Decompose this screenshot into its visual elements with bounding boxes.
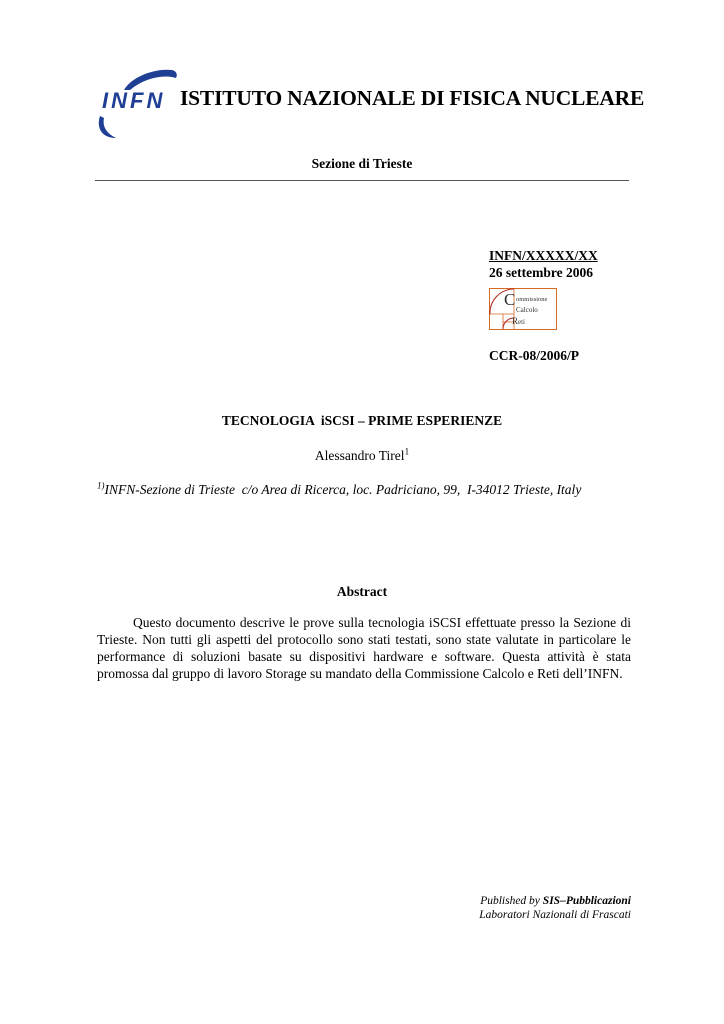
infn-logo-text: INFN xyxy=(102,88,166,113)
document-title: TECNOLOGIA iSCSI – PRIME ESPERIENZE xyxy=(221,413,503,428)
author-name: Alessandro Tirel xyxy=(314,448,405,463)
ccr-line3: eti xyxy=(518,318,525,326)
laboratory: Laboratori Nazionali di Frascati xyxy=(479,909,631,921)
ccr-line2: Calcolo xyxy=(516,306,538,314)
institute-name: ISTITUTO NAZIONALE DI FISICA NUCLEARE xyxy=(180,86,645,110)
section-name: Sezione di Trieste xyxy=(311,156,413,171)
ccr-logo xyxy=(489,288,557,330)
header-divider xyxy=(95,180,629,181)
ccr-initial-r: R xyxy=(512,316,519,326)
infn-logo xyxy=(94,64,180,142)
author-mark: 1 xyxy=(404,446,410,457)
abstract-heading: Abstract xyxy=(336,584,388,599)
published-by xyxy=(480,895,631,907)
publisher: SIS–Pubblicazioni xyxy=(542,895,631,907)
ccr-code: CCR-08/2006/P xyxy=(489,348,579,363)
abstract-body: Questo documento descrive le prove sulla tecnologia iSCSI effettuate presso la Sezione di Trieste. Non tutti gli aspetti del protocollo sono stati testati, sono state valutate in particolare le performance di soluzioni basate su dispositivi hardware e software. Questa attività è stata promossa dal gruppo di lavoro Storage su mandato della Commissione Calcolo e Reti dell’INFN. xyxy=(97,615,631,681)
affiliation xyxy=(97,482,581,498)
ccr-initial-c: C xyxy=(504,290,516,309)
published-prefix: Published by xyxy=(480,895,543,907)
ccr-line1: ommissione xyxy=(516,296,548,303)
affiliation-text: INFN-Sezione di Trieste c/o Area di Ricerca, loc. Padriciano, 99, I-34012 Trieste, Italy xyxy=(104,482,582,497)
report-id: INFN/XXXXX/XX xyxy=(489,248,598,263)
author xyxy=(0,448,724,464)
report-date: 26 settembre 2006 xyxy=(489,265,593,280)
affiliation-mark: 1) xyxy=(97,480,105,491)
